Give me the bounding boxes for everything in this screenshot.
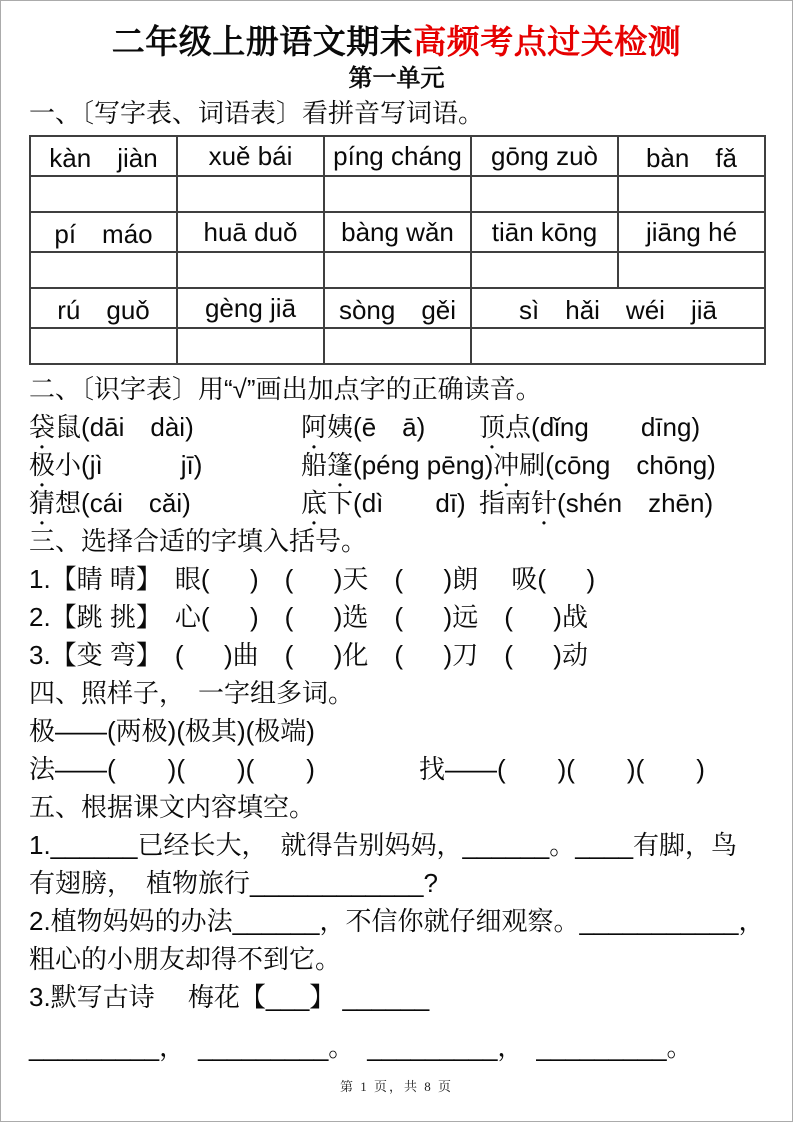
dotted-char: 阿: [301, 412, 328, 442]
answer-cell: [30, 176, 177, 212]
exercise-line: _________， _________。 _________， _________。: [29, 1032, 693, 1062]
section1-heading: 一、〔写字表、词语表〕看拼音写词语。: [29, 98, 485, 128]
pinyin-cell: jiāng hé: [618, 212, 765, 252]
dotted-char: 底: [301, 488, 328, 518]
answer-cell: [30, 328, 177, 364]
section2-heading: 二、〔识字表〕用“√”画出加点字的正确读音。: [29, 374, 542, 404]
exercise-line: 2.植物妈妈的办法______，不信你就仔细观察。___________，: [29, 906, 765, 936]
exercise-line: 3.【变 弯】 ( )曲 ( )化 ( )刀 ( )动: [29, 640, 588, 670]
exercise-line: 1.______已经长大， 就得告别妈妈，______。____有脚，鸟: [29, 830, 738, 860]
pinyin-cell: gèng jiā: [177, 288, 324, 328]
pinyin-table-body: [30, 136, 765, 364]
pinyin-cell: pí máo: [30, 212, 177, 252]
pinyin-options: (shén zhēn): [557, 488, 714, 518]
pinyin-cell: tiān kōng: [471, 212, 618, 252]
answer-cell: [177, 176, 324, 212]
dotted-char: 篷: [327, 450, 354, 480]
pinyin-options: (dǐng dīng): [531, 412, 701, 442]
pronunciation-item: 袋鼠(dāi dài): [29, 408, 301, 446]
pinyin-options: (péng pēng): [353, 450, 494, 480]
answer-cell: [471, 328, 765, 364]
pinyin-cell: rú guǒ: [30, 288, 177, 328]
exercise-line: 粗心的小朋友却得不到它。: [29, 944, 342, 974]
pronunciation-row: [29, 408, 764, 446]
pinyin-cell: huā duǒ: [177, 212, 324, 252]
answer-row: [30, 252, 765, 288]
pinyin-cell: píng cháng: [324, 136, 471, 176]
unit-subtitle: 第一单元: [348, 65, 445, 92]
pronunciation-item: 船篷(péng pēng): [301, 446, 493, 484]
dotted-char: 袋: [29, 412, 56, 442]
section4-example-line: 极——(两极)(极其)(极端): [29, 716, 315, 746]
pinyin-options: (jì jī): [81, 450, 203, 480]
answer-cell: [177, 328, 324, 364]
answer-cell: [324, 328, 471, 364]
pinyin-options: (cái cǎi): [81, 488, 191, 518]
title-black-part: 二年级上册语文期末: [111, 23, 414, 60]
pronunciation-item: 顶点(dǐng dīng): [479, 408, 764, 446]
pronunciation-item: 阿姨(ē ā): [301, 408, 479, 446]
dotted-char: 极: [29, 450, 56, 480]
answer-row: [30, 176, 765, 212]
pronunciation-item: 底下(dì dī): [301, 484, 479, 522]
pinyin-options: (dāi dài): [81, 412, 194, 442]
pinyin-row: [30, 212, 765, 252]
answer-cell: [471, 176, 618, 212]
section4-heading: 四、照样子， 一字组多词。: [29, 678, 355, 708]
pronunciation-item: 猜想(cái cǎi): [29, 484, 301, 522]
exercise-line: 3.默写古诗 梅花【___】 ______: [29, 982, 430, 1012]
exercise-line: 1.【睛 晴】 眼( ) ( )天 ( )朗 吸( ): [29, 564, 596, 594]
answer-row: [30, 328, 765, 364]
pinyin-options: (dì dī): [353, 488, 466, 518]
answer-cell: [324, 176, 471, 212]
answer-cell: [471, 252, 618, 288]
pinyin-row: [30, 136, 765, 176]
section3-heading: 三、选择合适的字填入括号。: [29, 526, 368, 556]
pronunciation-row: [29, 446, 764, 484]
pronunciation-row: [29, 484, 764, 522]
page-footer: 第 1 页，共 8 页: [339, 1079, 453, 1094]
pinyin-word-table: [29, 135, 766, 365]
section2-rows: [29, 408, 764, 522]
section3-items: [29, 560, 764, 674]
exercise-line: 有翅膀， 植物旅行____________?: [29, 868, 438, 898]
exercise-line: 2.【跳 挑】 心( ) ( )选 ( )远 ( )战: [29, 602, 588, 632]
pinyin-cell: bàng wǎn: [324, 212, 471, 252]
pronunciation-item: 极小(jì jī): [29, 446, 301, 484]
answer-cell: [177, 252, 324, 288]
pinyin-cell: xuě bái: [177, 136, 324, 176]
section5-lines: [29, 826, 764, 1066]
answer-cell: [324, 252, 471, 288]
page-title: [29, 21, 764, 63]
dotted-char: 猜: [29, 488, 56, 518]
pronunciation-item: 指南针(shén zhēn): [479, 484, 764, 522]
pinyin-cell: sòng gěi: [324, 288, 471, 328]
title-red-part: 高频考点过关检测: [413, 23, 682, 60]
section4-blanks-line: 法——( )( )( ) 找——( )( )( ): [29, 754, 705, 784]
dotted-char: 顶: [479, 412, 506, 442]
answer-cell: [618, 176, 765, 212]
pinyin-cell: bàn fǎ: [618, 136, 765, 176]
answer-cell: [30, 252, 177, 288]
answer-cell: [618, 252, 765, 288]
dotted-char: 冲: [493, 450, 520, 480]
pinyin-cell: kàn jiàn: [30, 136, 177, 176]
pinyin-row: [30, 288, 765, 328]
pinyin-cell: gōng zuò: [471, 136, 618, 176]
section5-heading: 五、根据课文内容填空。: [29, 792, 316, 822]
pinyin-cell: sì hǎi wéi jiā: [471, 288, 765, 328]
pinyin-options: (cōng chōng): [545, 450, 716, 480]
pronunciation-item: 冲刷(cōng chōng): [493, 446, 764, 484]
dotted-char: 针: [531, 488, 558, 518]
pinyin-options: (ē ā): [353, 412, 426, 442]
